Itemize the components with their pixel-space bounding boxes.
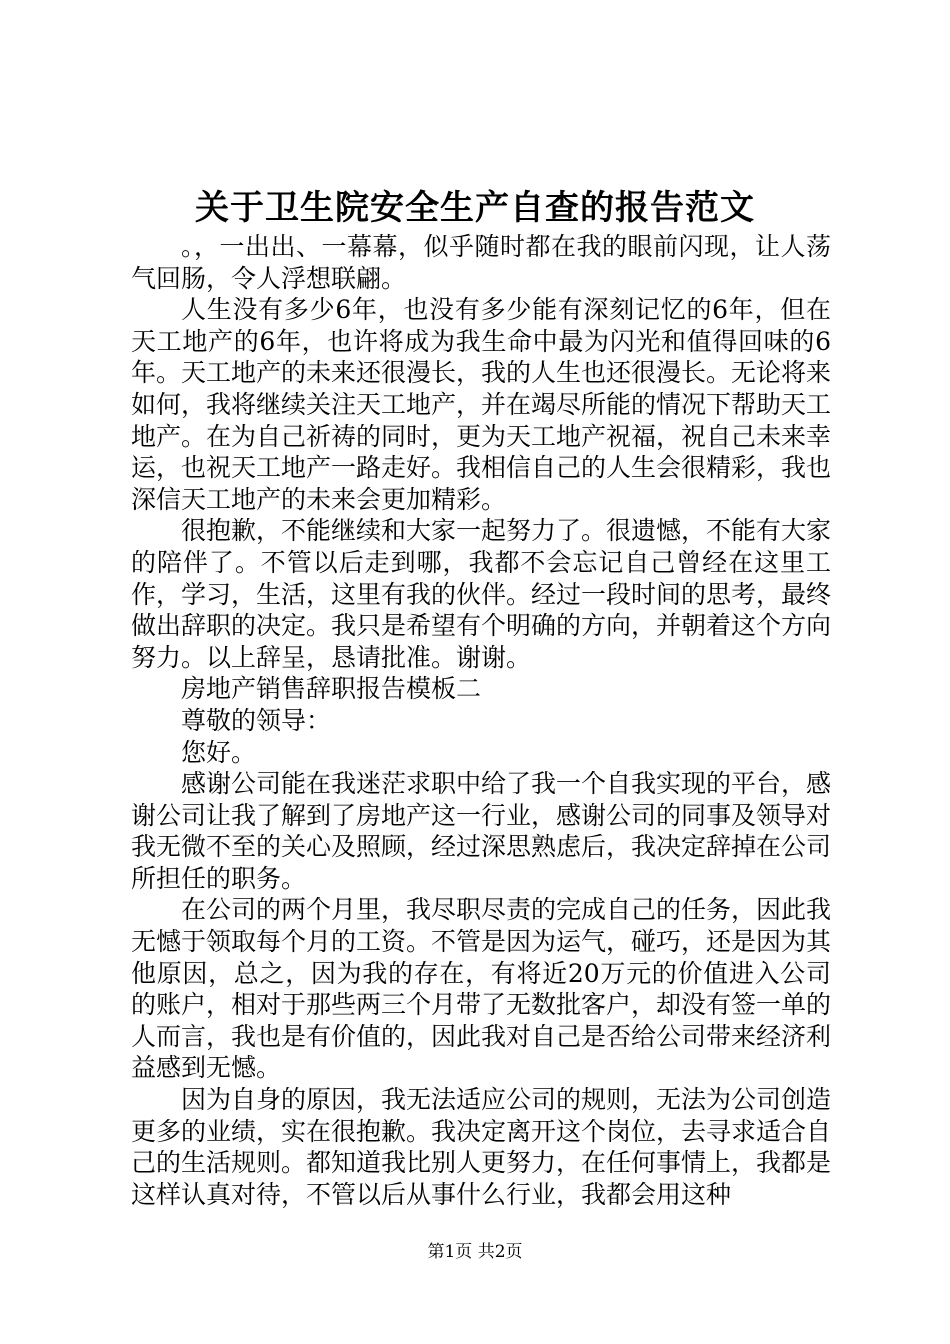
paragraph: 很抱歉，不能继续和大家一起努力了。很遗憾，不能有大家的陪伴了。不管以后走到哪，我都不会忘记自己曾经在这里工作，学习，生活，这里有我的伙伴。经过一段时间的思考，最终做出辞职的决定。我只是希望有个明确的方向，并朝着这个方向努力。以上辞呈，恳请批准。谢谢。 — [131, 516, 832, 672]
paragraph: 在公司的两个月里，我尽职尽责的完成自己的任务，因此我无憾于领取每个月的工资。不管是因为运气，碰巧，还是因为其他原因，总之，因为我的存在，有将近20万元的价值进入公司的账户，相对于那些两三个月带了无数批客户，却没有签一单的人而言，我也是有价值的，因此我对自己是否给公司带来经济利益感到无憾。 — [131, 895, 832, 1083]
paragraph: 人生没有多少6年，也没有多少能有深刻记忆的6年，但在天工地产的6年，也许将成为我生命中最为闪光和值得回味的6年。天工地产的未来还很漫长，我的人生也还很漫长。无论将来如何，我将继续关注天工地产，并在竭尽所能的情况下帮助天工地产。在为自己祈祷的同时，更为天工地产祝福，祝自己未来幸运，也祝天工地产一路走好。我相信自己的人生会很精彩，我也深信天工地产的未来会更加精彩。 — [131, 295, 832, 514]
paragraph: 因为自身的原因，我无法适应公司的规则，无法为公司创造更多的业绩，实在很抱歉。我决定离开这个岗位，去寻求适合自己的生活规则。都知道我比别人更努力，在任何事情上，我都是这样认真对待，不管以后从事什么行业，我都会用这种 — [131, 1085, 832, 1209]
document-body — [131, 231, 831, 1210]
page-total: 共2页 — [477, 1242, 523, 1262]
page-footer — [0, 1240, 950, 1264]
document-title: 关于卫生院安全生产自查的报告范文 — [195, 188, 755, 228]
paragraph: 感谢公司能在我迷茫求职中给了我一个自我实现的平台，感谢公司让我了解到了房地产这一行业，感谢公司的同事及领导对我无微不至的关心及照顾，经过深思熟虑后，我决定辞掉在公司所担任的职务。 — [131, 769, 832, 893]
salutation: 尊敬的领导： — [181, 705, 332, 735]
paragraph: 。，一出出、一幕幕，似乎随时都在我的眼前闪现，让人荡气回肠，令人浮想联翩。 — [131, 232, 831, 293]
greeting: 您好。 — [181, 737, 257, 767]
section-heading: 房地产销售辞职报告模板二 — [181, 674, 482, 704]
page-number: 第1页 — [427, 1242, 473, 1262]
